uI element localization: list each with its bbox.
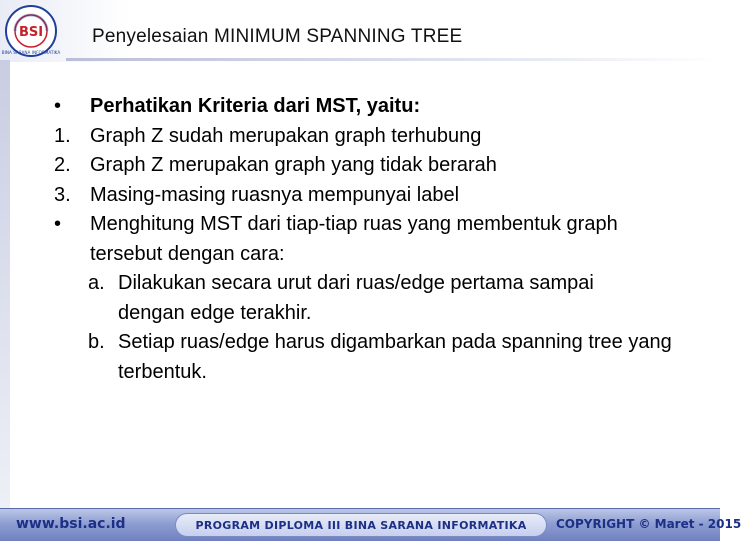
list-text: Masing-masing ruasnya mempunyai label <box>90 183 460 206</box>
sub-list-item <box>90 328 694 387</box>
list-text: Graph Z sudah merupakan graph terhubung <box>90 124 482 147</box>
footer-bar <box>0 508 741 541</box>
bsi-logo-icon <box>1 4 61 58</box>
header-divider <box>66 58 720 61</box>
logo-ring-text: BINA SARANA INFORMATIKA <box>1 50 61 55</box>
sub-list <box>90 269 694 387</box>
sub-list-text: Dilakukan secara urut dari ruas/edge pertama sampai dengan edge terakhir. <box>118 272 594 324</box>
footer-program-banner: PROGRAM DIPLOMA III BINA SARANA INFORMATIKA <box>175 513 547 537</box>
logo-mark-text: BSI <box>18 25 44 40</box>
list-item <box>54 151 694 181</box>
lead-text: Perhatikan Kriteria dari MST, yaitu: <box>90 95 421 117</box>
lead-bullet: • <box>54 95 62 117</box>
slide-body <box>54 92 694 387</box>
sub-list-marker: b. <box>88 331 105 353</box>
list-item <box>54 181 694 211</box>
sub-list-marker: a. <box>88 272 105 294</box>
list-text: Menghitung MST dari tiap-tiap ruas yang membentuk graph tersebut dengan cara: <box>90 213 618 265</box>
list-marker: 2. <box>54 154 71 176</box>
left-decorative-strip <box>0 60 10 510</box>
list-marker: • <box>54 213 62 235</box>
list-item <box>54 122 694 152</box>
lead-row <box>54 92 694 122</box>
list-marker: 1. <box>54 124 71 147</box>
list-item <box>54 210 694 269</box>
footer-url: www.bsi.ac.id <box>16 516 126 532</box>
sub-list-text: Setiap ruas/edge harus digambarkan pada spanning tree yang terbentuk. <box>118 331 672 383</box>
list-marker: 3. <box>54 183 71 206</box>
footer-copyright: COPYRIGHT © Maret - 2015 <box>556 517 741 531</box>
list-text: Graph Z merupakan graph yang tidak berarah <box>90 154 497 176</box>
sub-list-item <box>90 269 694 328</box>
slide-title: Penyelesaian MINIMUM SPANNING TREE <box>92 26 463 47</box>
